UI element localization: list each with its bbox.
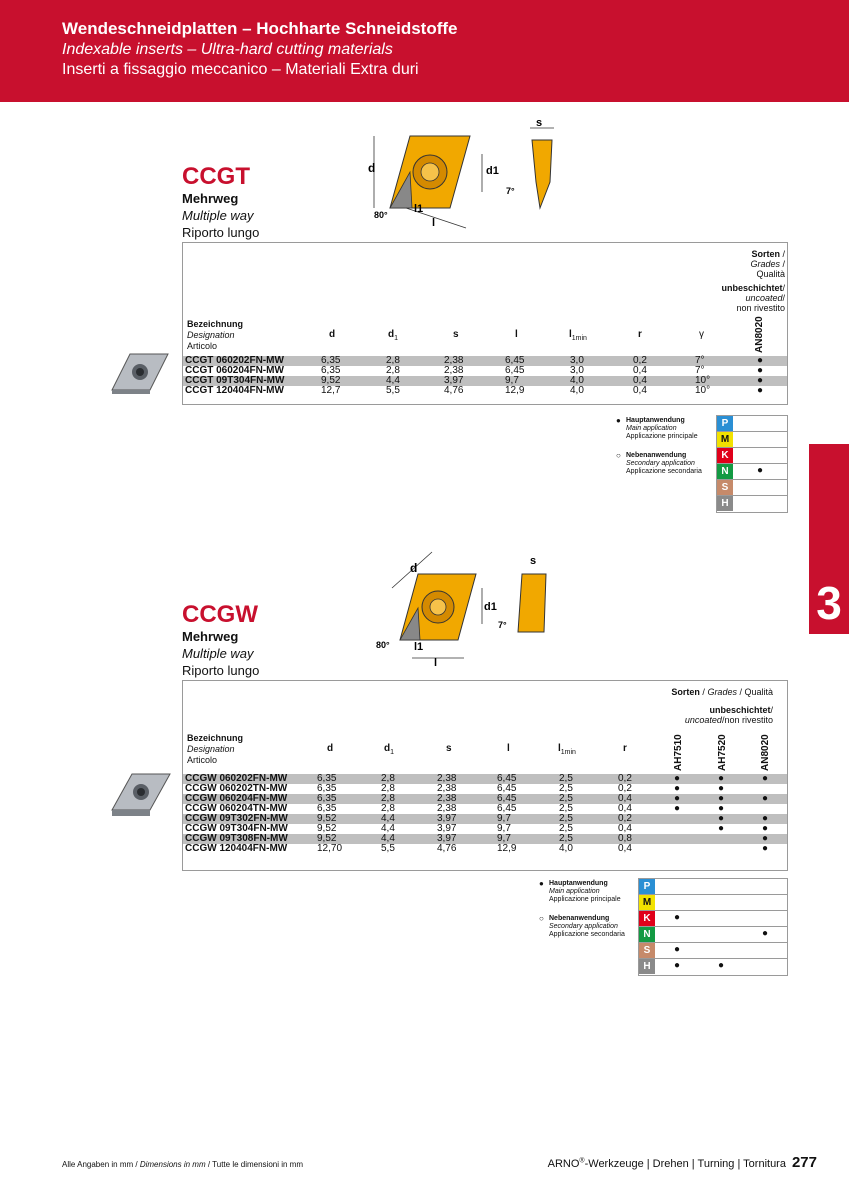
cell-l: 6,45 (497, 793, 517, 804)
cell-r: 0,4 (618, 843, 632, 854)
ccgw-dim-d: d (410, 561, 418, 575)
cell-d: 6,35 (317, 783, 337, 794)
cell-r: 0,4 (618, 823, 632, 834)
cell-name: CCGW 060204FN-MW (185, 793, 288, 804)
cell-name: CCGT 09T304FN-MW (185, 375, 285, 386)
ccgw-application-table (638, 878, 788, 976)
ccgt-coat-en: uncoated (745, 293, 783, 303)
footer-brand (548, 1154, 817, 1171)
cell-d: 6,35 (317, 793, 337, 804)
ccgt-grades-it: Qualità (756, 269, 785, 279)
cell-g: 7° (695, 355, 705, 366)
ccgt-dimension-drawing (360, 112, 580, 240)
cell-r: 0,4 (618, 793, 632, 804)
cell-d1: 2,8 (381, 773, 395, 784)
cell-name: CCGW 09T302FN-MW (185, 813, 288, 824)
ccgt-col-d1: $d_1$ (388, 329, 399, 342)
cell-d1: 4,4 (381, 833, 395, 844)
cell-g3: ● (762, 833, 769, 844)
footer-units: Alle Angaben in mm / Dimensions in mm / Tutte le dimensioni in mm (62, 1160, 304, 1169)
ccgw-col-d: d (327, 743, 334, 754)
cell-l: 6,45 (505, 365, 525, 376)
cell-name: CCGW 060202FN-MW (185, 773, 288, 784)
ccgw-legend-main-de: Hauptanwendung (549, 880, 608, 887)
application-row (717, 464, 787, 480)
cell-d: 6,35 (317, 773, 337, 784)
page-number: 277 (791, 1154, 817, 1171)
cell-l1: 4,0 (570, 375, 584, 386)
cell-r: 0,8 (618, 833, 632, 844)
cell-d: 9,52 (321, 375, 341, 386)
ccgt-col-gamma: γ (699, 329, 704, 340)
material-K-badge: K (639, 911, 655, 926)
cell-s: 3,97 (444, 375, 464, 386)
cell-g2: ● (718, 803, 725, 814)
cell-d: 9,52 (317, 823, 337, 834)
cell-l: 9,7 (497, 823, 511, 834)
cell-an8020: ● (757, 385, 764, 396)
title-it: Inserti a fissaggio meccanico – Materiali Extra duri (62, 61, 419, 78)
ccgt-dim-7: 7° (506, 186, 515, 196)
cell-r: 0,2 (633, 355, 647, 366)
ccgw-legend-sec-de: Nebenanwendung (549, 915, 610, 922)
cell-l1: 2,5 (559, 783, 573, 794)
cell-an8020: ● (757, 375, 764, 386)
cell-s: 2,38 (437, 783, 457, 794)
ccgw-rows (183, 774, 787, 854)
ccgw-col-s: s (446, 743, 452, 754)
cell-s: 2,38 (437, 773, 457, 784)
ccgt-designation-de: Bezeichnung (187, 319, 244, 329)
cell-l: 9,7 (505, 375, 519, 386)
ccgt-grades-en: Grades (750, 259, 780, 269)
cell-l1: 2,5 (559, 833, 573, 844)
ccgw-legend-sec-it: Applicazione secondaria (549, 931, 625, 938)
cell-s: 4,76 (437, 843, 457, 854)
ccgw-grade-ah7510: AH7510 (673, 734, 684, 771)
cell-g3: ● (762, 813, 769, 824)
ccgw-insert-side-view (518, 574, 546, 632)
cell-r: 0,4 (633, 385, 647, 396)
footer-units-en: Dimensions in mm (139, 1160, 206, 1169)
application-row (639, 927, 787, 943)
cell-g3: ● (762, 823, 769, 834)
cell-l1: 2,5 (559, 803, 573, 814)
material-M-badge: M (639, 895, 655, 910)
application-row (639, 911, 787, 927)
ccgt-col-l: l (515, 329, 518, 340)
ccgw-dim-7: 7° (498, 620, 507, 630)
ccgw-title-block (182, 601, 259, 679)
cell-d1: 4,4 (381, 813, 395, 824)
ccgw-designation-en: Designation (187, 744, 235, 754)
cell-g1: ● (674, 783, 681, 794)
ccgt-col-r: r (638, 329, 642, 340)
cell-g1: ● (674, 803, 681, 814)
cell-d1: 4,4 (381, 823, 395, 834)
cell-name: CCGT 060202FN-MW (185, 355, 284, 366)
ccgw-grades-en: Grades (707, 687, 737, 697)
ccgt-dim-d: d (368, 161, 376, 175)
cell-r: 0,4 (618, 803, 632, 814)
application-row (717, 416, 787, 432)
ccgw-legend (539, 879, 625, 939)
application-dot: ● (718, 960, 725, 971)
footer-units-de: Alle Angaben in mm (62, 1160, 134, 1169)
ccgt-hole-inner (421, 163, 439, 181)
cell-r: 0,4 (633, 365, 647, 376)
cell-l: 6,45 (497, 783, 517, 794)
material-S-badge: S (639, 943, 655, 958)
ccgw-grades-title: Sorten (671, 687, 700, 697)
cell-r: 0,2 (618, 813, 632, 824)
cell-s: 2,38 (437, 793, 457, 804)
ccgw-legend-main-en: Main application (549, 888, 600, 895)
material-P-badge: P (639, 879, 655, 894)
ccgw-dim-s: s (530, 555, 537, 567)
footer-brand-rest: -Werkzeuge | Drehen | Turning | Tornitura (584, 1158, 786, 1170)
cell-s: 4,76 (444, 385, 464, 396)
ccgt-dim-d1: d1 (486, 165, 499, 177)
ccgt-code: CCGT (182, 163, 250, 190)
ccgw-legend-main-mark: ● (539, 879, 544, 888)
cell-l1: 4,0 (559, 843, 573, 854)
ccgt-sub-de: Mehrweg (182, 191, 239, 206)
cell-r: 0,4 (633, 375, 647, 386)
title-en: Indexable inserts – Ultra-hard cutting materials (62, 41, 393, 58)
cell-d: 9,52 (317, 833, 337, 844)
cell-g2: ● (718, 793, 725, 804)
cell-s: 2,38 (444, 355, 464, 366)
ccgt-legend-sec-en: Secondary application (626, 460, 695, 467)
cell-name: CCGT 060204FN-MW (185, 365, 284, 376)
ccgt-title-block (182, 163, 259, 241)
ccgw-designation-de: Bezeichnung (187, 733, 244, 743)
title-de: Wendeschneidplatten – Hochharte Schneidstoffe (62, 19, 458, 38)
ccgt-legend-sec-mark: ○ (616, 451, 621, 460)
ccgw-dimension-drawing (372, 548, 572, 670)
ccgw-dim-d1: d1 (484, 601, 497, 613)
ccgw-grades-it: Qualità (744, 687, 773, 697)
material-N-badge: N (717, 464, 733, 479)
cell-l: 9,7 (497, 833, 511, 844)
ccgt-col-s: s (453, 329, 459, 340)
application-dot: ● (757, 465, 764, 476)
cell-l1: 2,5 (559, 793, 573, 804)
ccgt-table (182, 242, 788, 405)
cell-name: CCGW 120404FN-MW (185, 843, 288, 854)
cell-name: CCGW 09T304FN-MW (185, 823, 288, 834)
application-row (639, 943, 787, 959)
application-row (717, 496, 787, 512)
application-dot: ● (674, 912, 681, 923)
ccgw-coat-it: non rivestito (724, 715, 773, 725)
cell-g: 10° (695, 375, 711, 386)
footer-brand-name: ARNO (547, 1158, 580, 1170)
ccgw-coat-de: unbeschichtet (709, 705, 771, 715)
ccgt-grades-header: Sorten / Grades / Qualità unbeschichtet/ uncoated/ non rivestito (721, 249, 785, 313)
cell-g2: ● (718, 783, 725, 794)
cell-l1: 2,5 (559, 823, 573, 834)
cell-d: 12,70 (317, 843, 343, 854)
cell-s: 2,38 (444, 365, 464, 376)
ccgw-dim-80: 80° (376, 640, 390, 650)
ccgt-legend-main-it: Applicazione principale (626, 433, 698, 440)
ccgw-table (182, 680, 788, 871)
cell-d: 6,35 (317, 803, 337, 814)
footer-units-it: Tutte le dimensioni in mm (212, 1160, 304, 1169)
cell-l: 6,45 (497, 773, 517, 784)
application-dot: ● (762, 928, 769, 939)
chapter-number: 3 (816, 577, 842, 629)
cell-name: CCGT 120404FN-MW (185, 385, 284, 396)
application-dot: ● (674, 960, 681, 971)
cell-g: 10° (695, 385, 711, 396)
cell-d: 6,35 (321, 365, 341, 376)
cell-name: CCGW 09T308FN-MW (185, 833, 288, 844)
cell-d: 6,35 (321, 355, 341, 366)
ccgw-code: CCGW (182, 601, 258, 628)
ccgt-legend-main-mark: ● (616, 416, 621, 425)
ccgw-dim-l: l (434, 657, 438, 669)
ccgw-grade-ah7520: AH7520 (717, 734, 728, 771)
cell-s: 3,97 (437, 823, 457, 834)
ccgt-dim-s: s (536, 117, 543, 129)
cell-l1: 2,5 (559, 773, 573, 784)
cell-l: 12,9 (505, 385, 525, 396)
cell-d: 9,52 (317, 813, 337, 824)
material-S-badge: S (717, 480, 733, 495)
ccgt-col-d: d (329, 329, 336, 340)
material-H-badge: H (717, 496, 733, 511)
table-row (183, 844, 787, 854)
ccgw-designation-it: Articolo (187, 755, 218, 765)
cell-an8020: ● (757, 365, 764, 376)
material-H-badge: H (639, 959, 655, 974)
application-row (717, 432, 787, 448)
ccgt-designation-en: Designation (187, 330, 235, 340)
ccgw-col-l: l (507, 743, 510, 754)
ccgw-grades-header: Sorten / Grades / Qualità unbeschichtet/ uncoated/non rivestito (671, 687, 773, 725)
cell-d1: 5,5 (381, 843, 395, 854)
cell-l: 12,9 (497, 843, 517, 854)
ccgt-legend (616, 416, 702, 476)
ccgt-legend-sec-it: Applicazione secondaria (626, 468, 702, 475)
ccgw-legend-sec-en: Secondary application (549, 923, 618, 930)
cell-d1: 4,4 (386, 375, 400, 386)
ccgt-insert-side-view (532, 140, 552, 208)
cell-g1: ● (674, 773, 681, 784)
ccgt-legend-sec-de: Nebenanwendung (626, 452, 687, 459)
cell-d1: 5,5 (386, 385, 400, 396)
ccgw-sub-de: Mehrweg (182, 629, 239, 644)
application-row (639, 895, 787, 911)
cell-d1: 2,8 (381, 783, 395, 794)
ccgt-legend-main-en: Main application (626, 425, 677, 432)
ccgt-designation-it: Articolo (187, 341, 218, 351)
cell-l1: 3,0 (570, 365, 584, 376)
ccgw-sub-en: Multiple way (182, 646, 254, 661)
ccgt-col-l1min: $l_{1min}$ (569, 329, 587, 342)
cell-l: 9,7 (497, 813, 511, 824)
ccgt-sub-it: Riporto lungo (182, 225, 260, 240)
cell-d1: 2,8 (381, 793, 395, 804)
ccgt-dim-l1: l1 (414, 203, 424, 215)
ccgw-designation-header (187, 733, 243, 766)
ccgw-insert-photo (110, 770, 172, 816)
ccgt-grade-an8020: AN8020 (754, 316, 765, 353)
cell-g2: ● (718, 773, 725, 784)
ccgw-col-l1min: $l_{1min}$ (558, 743, 576, 756)
application-row (639, 959, 787, 975)
cell-l1: 3,0 (570, 355, 584, 366)
application-row (717, 480, 787, 496)
application-row (717, 448, 787, 464)
cell-d1: 2,8 (386, 355, 400, 366)
ccgw-dim-l1: l1 (414, 641, 424, 653)
cell-s: 3,97 (437, 813, 457, 824)
ccgt-dim-l: l (432, 217, 436, 229)
cell-s: 3,97 (437, 833, 457, 844)
cell-g1: ● (674, 793, 681, 804)
cell-r: 0,2 (618, 773, 632, 784)
ccgw-legend-sec-mark: ○ (539, 914, 544, 923)
ccgt-grades-title: Sorten (751, 249, 780, 259)
ccgt-coat-de: unbeschichtet (721, 283, 783, 293)
ccgt-insert-photo (110, 350, 170, 394)
page-header (0, 0, 849, 102)
cell-g2: ● (718, 823, 725, 834)
cell-d: 12,7 (321, 385, 341, 396)
ccgw-col-r: r (623, 743, 627, 754)
cell-g2: ● (718, 813, 725, 824)
cell-g3: ● (762, 793, 769, 804)
cell-l: 6,45 (505, 355, 525, 366)
material-K-badge: K (717, 448, 733, 463)
table-row (183, 386, 787, 396)
material-N-badge: N (639, 927, 655, 942)
cell-l: 6,45 (497, 803, 517, 814)
ccgt-coat-it: non rivestito (736, 303, 785, 313)
ccgt-rows (183, 356, 787, 396)
cell-d1: 2,8 (381, 803, 395, 814)
cell-s: 2,38 (437, 803, 457, 814)
ccgw-col-d1: $d_1$ (384, 743, 395, 756)
application-dot: ● (674, 944, 681, 955)
material-P-badge: P (717, 416, 733, 431)
ccgt-dim-80: 80° (374, 210, 388, 220)
cell-an8020: ● (757, 355, 764, 366)
ccgw-coat-en: uncoated (684, 715, 722, 725)
cell-name: CCGW 060202TN-MW (185, 783, 288, 794)
cell-l1: 2,5 (559, 813, 573, 824)
cell-g3: ● (762, 773, 769, 784)
cell-g3: ● (762, 843, 769, 854)
ccgw-legend-main-it: Applicazione principale (549, 896, 621, 903)
ccgt-designation-header (187, 319, 243, 352)
cell-name: CCGW 060204TN-MW (185, 803, 288, 814)
cell-g: 7° (695, 365, 705, 376)
cell-l1: 4,0 (570, 385, 584, 396)
ccgt-sub-en: Multiple way (182, 208, 254, 223)
footer-brand-reg: ® (579, 1157, 585, 1165)
material-M-badge: M (717, 432, 733, 447)
cell-d1: 2,8 (386, 365, 400, 376)
application-row (639, 879, 787, 895)
ccgw-grade-an8020: AN8020 (760, 734, 771, 771)
cell-r: 0,2 (618, 783, 632, 794)
ccgt-application-table (716, 415, 788, 513)
ccgt-legend-main-de: Hauptanwendung (626, 417, 685, 424)
ccgw-sub-it: Riporto lungo (182, 663, 260, 678)
